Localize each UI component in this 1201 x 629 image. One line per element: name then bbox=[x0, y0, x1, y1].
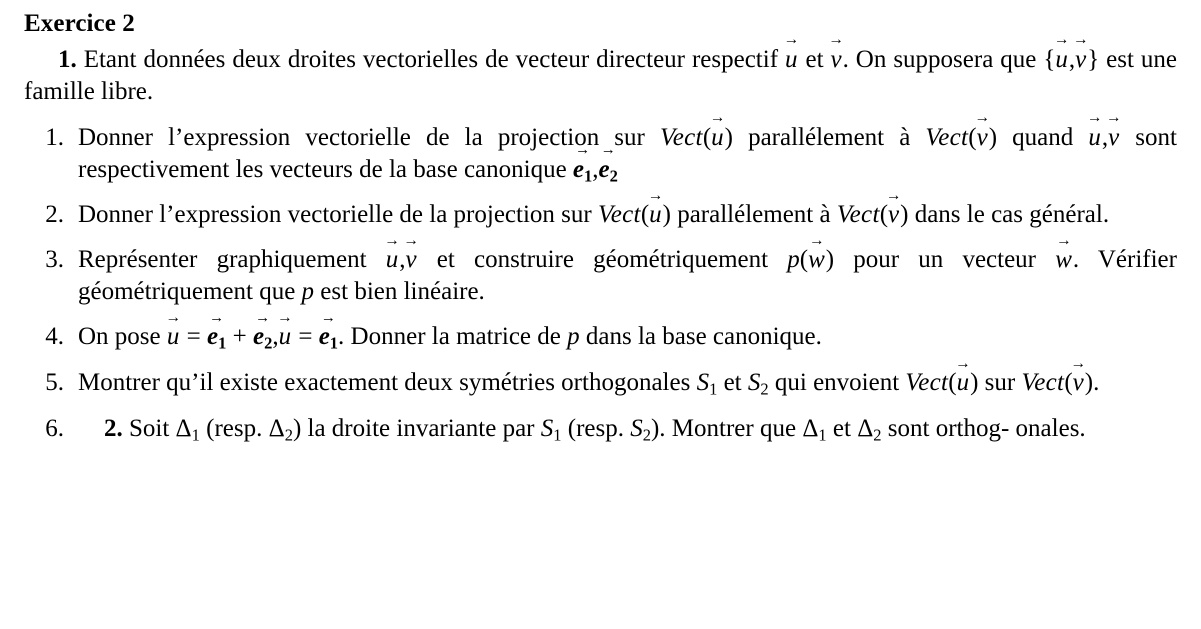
question-body-2: Donner l’expression vectorielle de la projection sur Vect(u →) parallélement à Vect(v →) dans le cas général. bbox=[78, 199, 1177, 231]
question-body-1: Donner l’expression vectorielle de la projection sur Vect(u →) parallélement à Vect(v →) quand u →,v → sont respectivement les vecteurs de la base canonique $e_1 \to,e_2$ → bbox=[78, 122, 1177, 187]
symmetry-s2: $S_2$ bbox=[747, 368, 769, 399]
map-p: p bbox=[567, 323, 580, 351]
delta-2: $\Delta_2$ bbox=[857, 414, 882, 445]
vector-e1: $e_1$ → bbox=[573, 154, 592, 187]
document-page bbox=[0, 10, 1201, 629]
map-p: p bbox=[787, 246, 800, 274]
vector-u: u → bbox=[957, 367, 971, 399]
vector-w: w → bbox=[1055, 244, 1073, 276]
vect-label: Vect bbox=[659, 123, 703, 151]
vector-v: v → bbox=[830, 44, 842, 76]
vector-v: v → bbox=[1073, 367, 1085, 399]
question-body-6: 2. Soit $\Delta_1$ (resp. $\Delta_2$) la droite invariante par $S_1$ (resp. $S_2$). Montrer que $\Delta_1$ et $\Delta_2$ sont orthog- onales. bbox=[104, 414, 1086, 445]
vector-u: u → bbox=[279, 321, 293, 353]
list-item bbox=[24, 413, 1177, 446]
intro-number: 1. bbox=[58, 45, 77, 73]
question-number-2: 2. bbox=[45, 201, 64, 229]
list-item bbox=[24, 244, 1177, 308]
question-body-4: On pose u → = $e_1$ → + $e_2 \to,u$ → = $e_1$ →. Donner la matrice de p dans la base canonique. bbox=[78, 321, 1177, 354]
question-body-5: Montrer qu’il existe exactement deux symétries orthogonales $S_1$ et $S_2$ qui envoient Vect(u →) sur Vect(v →). bbox=[78, 367, 1177, 400]
vect-label: Vect bbox=[925, 123, 969, 151]
list-item bbox=[24, 122, 1177, 187]
vector-v: v → bbox=[405, 244, 417, 276]
vector-u: u → bbox=[386, 244, 400, 276]
vector-e2: $e_2$ → bbox=[599, 154, 618, 187]
question-number-6: 6. bbox=[45, 414, 64, 442]
vector-v-set: v → bbox=[1075, 44, 1087, 76]
question-number-4: 4. bbox=[45, 323, 64, 351]
vector-v: v → bbox=[888, 199, 900, 231]
symmetry-s1: $S_1$ bbox=[696, 368, 718, 399]
intro-text-before: Etant données deux droites vectorielles de vecteur directeur respectif bbox=[83, 45, 779, 73]
vect-label: Vect bbox=[597, 201, 641, 229]
intro-text-after: . On supposera que bbox=[842, 45, 1037, 73]
vector-v: v → bbox=[1108, 122, 1120, 154]
vect-label: Vect bbox=[1021, 368, 1065, 396]
intro-text-mid: et bbox=[805, 45, 824, 73]
list-item bbox=[24, 321, 1177, 354]
delta-1: $\Delta_1$ bbox=[802, 414, 827, 445]
exercise-title: Exercice 2 bbox=[24, 10, 135, 37]
vector-e1: $e_1$ → bbox=[319, 321, 338, 354]
question-number-3: 3. bbox=[45, 246, 64, 274]
vector-w: w → bbox=[808, 244, 826, 276]
delta-1: $\Delta_1$ bbox=[175, 414, 200, 445]
vector-u: u → bbox=[649, 199, 663, 231]
question-6-sub-number: 2. bbox=[104, 414, 123, 442]
vector-u: u → bbox=[1088, 122, 1102, 154]
vect-label: Vect bbox=[836, 201, 880, 229]
vector-e1: $e_1$ → bbox=[207, 321, 226, 354]
vector-u: u → bbox=[711, 122, 725, 154]
question-body-3: Représenter graphiquement u →,v → et construire géométriquement p(w →) pour un vecteur w →. Vérifier géométriquement que p est bien linéaire. bbox=[78, 244, 1177, 308]
question-number-1: 1. bbox=[45, 123, 64, 151]
symmetry-s2: $S_2$ bbox=[630, 414, 651, 445]
symmetry-s1: $S_1$ bbox=[540, 414, 562, 445]
vector-v: v → bbox=[977, 122, 989, 154]
exercise-intro bbox=[24, 44, 1177, 108]
vect-label: Vect bbox=[905, 368, 949, 396]
intro-text-end: est une famille libre. bbox=[24, 45, 1178, 105]
questions-list bbox=[24, 122, 1177, 446]
free-family-set: {u →,v →} bbox=[1043, 46, 1099, 73]
question-number-5: 5. bbox=[45, 368, 64, 396]
delta-2: $\Delta_2$ bbox=[268, 414, 293, 445]
vector-e2: $e_2$ → bbox=[253, 321, 272, 354]
vector-u: u → bbox=[785, 44, 799, 76]
list-item bbox=[24, 367, 1177, 400]
map-p: p bbox=[301, 278, 315, 306]
vector-u-set: u → bbox=[1055, 44, 1069, 76]
vector-u: u → bbox=[167, 321, 181, 353]
list-item bbox=[24, 199, 1177, 231]
